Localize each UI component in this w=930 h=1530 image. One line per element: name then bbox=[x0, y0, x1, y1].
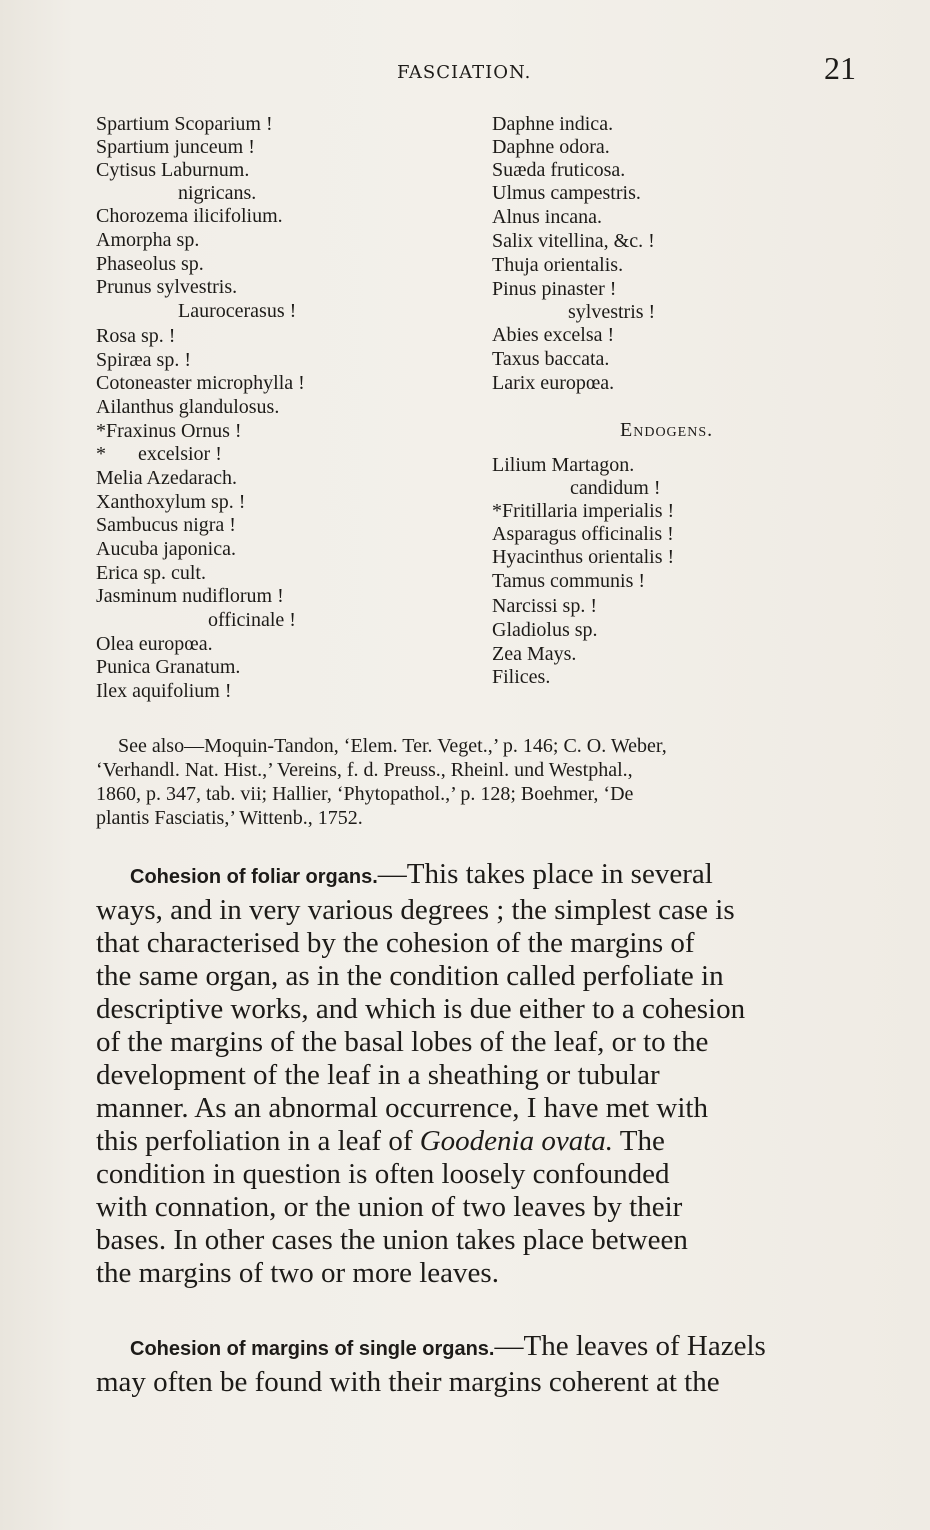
list-item: Asparagus officinalis ! bbox=[492, 523, 674, 545]
list-item: Phaseolus sp. bbox=[96, 253, 204, 275]
list-item: Ilex aquifolium ! bbox=[96, 680, 232, 702]
list-item: Thuja orientalis. bbox=[492, 254, 624, 276]
section-heading: Cohesion of foliar organs. bbox=[130, 866, 378, 888]
list-item: Filices. bbox=[492, 666, 551, 688]
paragraph-line: —This takes place in several bbox=[377, 858, 713, 890]
see-also-line: plantis Fasciatis,’ Wittenb., 1752. bbox=[96, 807, 363, 829]
list-item: Amorpha sp. bbox=[96, 229, 200, 251]
paragraph-line: this perfoliation in a leaf of bbox=[96, 1125, 420, 1157]
see-also-references bbox=[96, 734, 862, 830]
list-item: * bbox=[96, 443, 106, 465]
paragraph-line: may often be found with their margins coherent at the bbox=[96, 1366, 720, 1398]
list-item: Pinus pinaster ! bbox=[492, 278, 617, 300]
list-item: Prunus sylvestris. bbox=[96, 276, 238, 298]
paragraph-line: development of the leaf in a sheathing or tubular bbox=[96, 1059, 660, 1091]
list-item: excelsior ! bbox=[138, 443, 222, 465]
list-item: Melia Azedarach. bbox=[96, 467, 238, 489]
list-item: Punica Granatum. bbox=[96, 656, 241, 678]
list-item: Rosa sp. ! bbox=[96, 325, 176, 347]
list-item: Narcissi sp. ! bbox=[492, 595, 597, 617]
list-item: Laurocerasus ! bbox=[178, 300, 297, 322]
list-item: Spartium junceum ! bbox=[96, 136, 255, 158]
list-item: officinale ! bbox=[208, 609, 296, 631]
section-heading: Cohesion of margins of single organs. bbox=[130, 1338, 495, 1360]
list-item: sylvestris ! bbox=[568, 301, 656, 323]
list-item: Aucuba japonica. bbox=[96, 538, 236, 560]
list-item: Salix vitellina, &c. ! bbox=[492, 230, 655, 252]
list-item: Daphne odora. bbox=[492, 136, 610, 158]
paragraph-line: —The leaves of Hazels bbox=[494, 1330, 766, 1362]
list-item: Spiræa sp. ! bbox=[96, 349, 191, 371]
list-item: *Fraxinus Ornus ! bbox=[96, 420, 242, 442]
list-item: Ulmus campestris. bbox=[492, 182, 641, 204]
list-item: Tamus communis ! bbox=[492, 570, 646, 592]
page-number: 21 bbox=[824, 50, 856, 86]
paragraph-line: that characterised by the cohesion of the margins of bbox=[96, 927, 695, 959]
list-item: Abies excelsa ! bbox=[492, 324, 615, 346]
list-item: Taxus baccata. bbox=[492, 348, 610, 370]
list-item: Hyacinthus orientalis ! bbox=[492, 546, 675, 568]
list-item: Jasminum nudiflorum ! bbox=[96, 585, 284, 607]
paragraph-line: condition in question is often loosely confounded bbox=[96, 1158, 670, 1190]
species-name: Goodenia ovata. bbox=[419, 1125, 614, 1157]
list-item: Cotoneaster microphylla ! bbox=[96, 372, 305, 394]
list-item: candidum ! bbox=[570, 477, 661, 499]
paragraph-line: manner. As an abnormal occurrence, I have met with bbox=[96, 1092, 708, 1124]
list-item: nigricans. bbox=[178, 182, 257, 204]
list-item: Erica sp. cult. bbox=[96, 562, 206, 584]
list-item: Olea europœa. bbox=[96, 633, 213, 655]
list-item: Larix europœa. bbox=[492, 372, 615, 394]
paragraph-line: The bbox=[613, 1125, 665, 1157]
paragraph-cohesion-margins bbox=[96, 1330, 866, 1399]
running-head: FASCIATION. bbox=[397, 62, 532, 83]
paragraph-line: descriptive works, and which is due either to a cohesion bbox=[96, 993, 746, 1025]
list-item: Cytisus Laburnum. bbox=[96, 159, 250, 181]
paragraph-line: with connation, or the union of two leaves by their bbox=[96, 1191, 683, 1223]
see-also-line: ‘Verhandl. Nat. Hist.,’ Vereins, f. d. Preuss., Rheinl. und Westphal., bbox=[96, 759, 633, 781]
list-item: Daphne indica. bbox=[492, 113, 614, 135]
see-also-line: See also—Moquin-Tandon, ‘Elem. Ter. Veget.,’ p. 146; C. O. Weber, bbox=[118, 735, 667, 757]
list-item: Zea Mays. bbox=[492, 643, 577, 665]
paragraph-line: of the margins of the basal lobes of the leaf, or to the bbox=[96, 1026, 709, 1058]
list-item: Suæda fruticosa. bbox=[492, 159, 626, 181]
list-item: Spartium Scoparium ! bbox=[96, 113, 273, 135]
paragraph-line: bases. In other cases the union takes place between bbox=[96, 1224, 688, 1256]
list-item: Chorozema ilicifolium. bbox=[96, 205, 283, 227]
paragraph-line: the margins of two or more leaves. bbox=[96, 1257, 499, 1289]
paragraph-line: the same organ, as in the condition called perfoliate in bbox=[96, 960, 724, 992]
see-also-line: 1860, p. 347, tab. vii; Hallier, ‘Phytopathol.,’ p. 128; Boehmer, ‘De bbox=[96, 783, 634, 805]
list-item: Lilium Martagon. bbox=[492, 454, 635, 476]
list-item: Alnus incana. bbox=[492, 206, 602, 228]
list-item: Sambucus nigra ! bbox=[96, 514, 236, 536]
list-item: *Fritillaria imperialis ! bbox=[492, 500, 675, 522]
list-item: Ailanthus glandulosus. bbox=[96, 396, 280, 418]
list-item: Gladiolus sp. bbox=[492, 619, 598, 641]
paragraph-line: ways, and in very various degrees ; the simplest case is bbox=[96, 894, 735, 926]
section-label-endogens: Endogens. bbox=[620, 419, 714, 441]
paragraph-cohesion-foliar bbox=[96, 858, 866, 1290]
list-item: Xanthoxylum sp. ! bbox=[96, 491, 246, 513]
